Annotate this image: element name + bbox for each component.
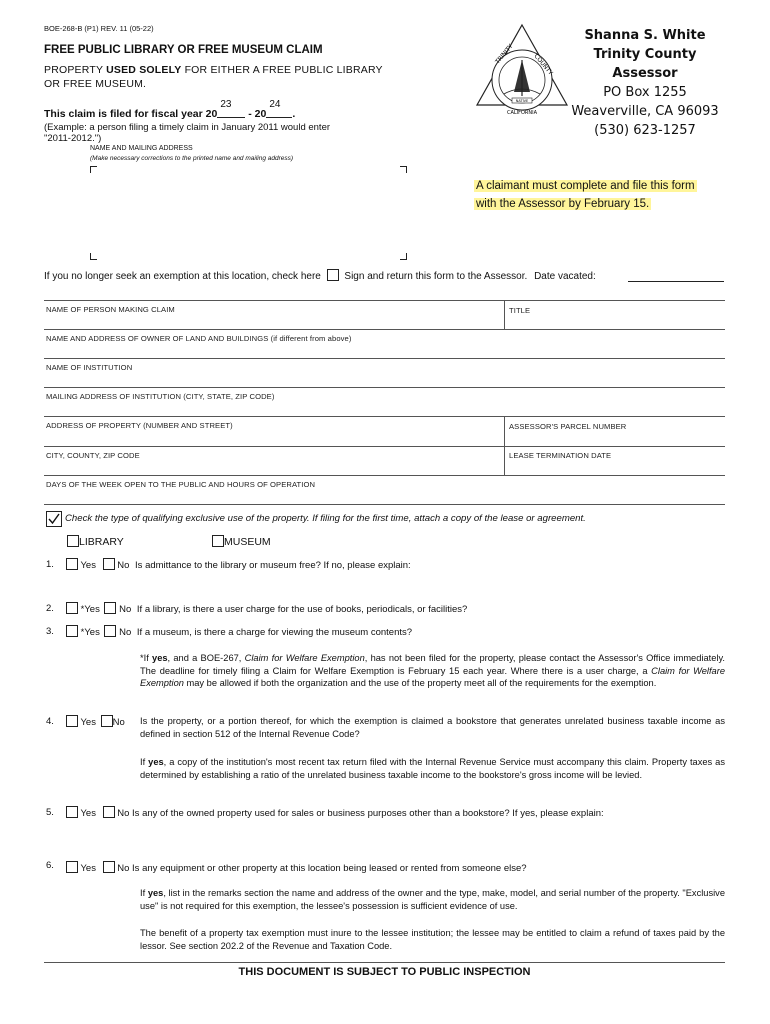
type-museum-option[interactable] xyxy=(212,535,271,548)
grid-line xyxy=(44,416,725,417)
library-checkbox[interactable] xyxy=(67,535,79,547)
title-label: TITLE xyxy=(509,306,531,315)
q6-number: 6. xyxy=(46,860,54,871)
person-claim-field[interactable] xyxy=(44,316,502,328)
fiscal-period: . xyxy=(292,108,296,120)
vacate-sign-text: Sign and return this form to the Assessor. xyxy=(344,271,528,282)
q5-no-label: No xyxy=(117,808,130,819)
q2-yes-checkbox[interactable] xyxy=(66,602,78,614)
q4-yes-checkbox[interactable] xyxy=(66,715,78,727)
check-mark-box xyxy=(46,511,62,527)
museum-label: MUSEUM xyxy=(224,536,271,548)
date-vacated-label: Date vacated: xyxy=(534,271,596,282)
corner-bottom-left xyxy=(90,253,97,260)
lease-termination-field[interactable] xyxy=(506,462,724,474)
question-3 xyxy=(66,625,412,639)
vacate-row xyxy=(44,269,596,282)
name-address-sublabel: (Make necessary corrections to the printed name and mailing address) xyxy=(90,155,294,162)
deadline-line-1: A claimant must complete and file this form xyxy=(476,180,695,192)
form-subtitle xyxy=(44,64,383,91)
city-label: CITY, COUNTY, ZIP CODE xyxy=(46,451,140,460)
fiscal-year-end-field[interactable] xyxy=(266,99,292,118)
q5-yes-label: Yes xyxy=(80,808,96,819)
irs-note-yes: yes xyxy=(148,757,164,767)
footer-rule xyxy=(44,962,725,963)
public-inspection-footer: THIS DOCUMENT IS SUBJECT TO PUBLIC INSPECTION xyxy=(238,966,531,978)
q6-text: Is any equipment or other property at this location being leased or rented from someone else? xyxy=(132,863,527,874)
fiscal-prefix: This claim is filed for fiscal year 20 xyxy=(44,108,218,120)
deadline-line-2: with the Assessor by February 15. xyxy=(476,198,650,210)
q3-no-checkbox[interactable] xyxy=(104,625,116,637)
seal-banner-text: NATIVE xyxy=(515,99,529,103)
title-field[interactable] xyxy=(506,316,724,328)
q2-yes-label: *Yes xyxy=(80,604,100,615)
q1-yes-checkbox[interactable] xyxy=(66,558,78,570)
form-title: FREE PUBLIC LIBRARY OR FREE MUSEUM CLAIM xyxy=(44,44,323,56)
q4-no-checkbox[interactable] xyxy=(101,715,113,727)
property-address-label: ADDRESS OF PROPERTY (NUMBER AND STREET) xyxy=(46,421,233,430)
q6-no-label: No xyxy=(117,863,130,874)
welfare-note-text: may be allowed if both the organization and the use of the property meet all of the requirements for the exemption. xyxy=(183,678,657,689)
q6-yes-checkbox[interactable] xyxy=(66,861,78,873)
q5-number: 5. xyxy=(46,807,54,818)
grid-line xyxy=(44,475,725,476)
institution-field[interactable] xyxy=(44,374,724,386)
city-field[interactable] xyxy=(44,462,502,474)
lease-note-yes: yes xyxy=(147,888,164,898)
type-library-option[interactable] xyxy=(67,535,124,548)
q2-text: If a library, is there a user charge for the use of books, periodicals, or facilities? xyxy=(136,604,468,615)
welfare-exemption-note xyxy=(140,652,725,690)
assessor-city: Weaverville, CA 96093 xyxy=(571,104,719,119)
q2-no-checkbox[interactable] xyxy=(104,602,116,614)
example-line-2: "2011-2012.") xyxy=(44,133,102,144)
library-label: LIBRARY xyxy=(79,536,124,548)
q3-yes-label: *Yes xyxy=(80,627,100,638)
subtitle-bold: USED SOLELY xyxy=(106,64,182,76)
fiscal-year-line xyxy=(44,99,296,120)
welfare-claim-title: Claim for Welfare Exemption xyxy=(244,653,365,663)
assessor-phone: (530) 623-1257 xyxy=(594,123,696,138)
fiscal-year-end: 24 xyxy=(269,99,281,110)
q2-no-label: No xyxy=(119,604,132,615)
q4-text: Is the property, or a portion thereof, for which the exemption is claimed a bookstore that generates unrelated business taxable income as defined in section 512 of the Internal Revenue Code? xyxy=(140,716,725,739)
parcel-field[interactable] xyxy=(506,432,724,444)
grid-divider xyxy=(504,416,505,475)
owner-label: NAME AND ADDRESS OF OWNER OF LAND AND BUILDINGS (if different from above) xyxy=(46,334,352,343)
question-1 xyxy=(66,558,411,572)
question-6 xyxy=(66,861,527,875)
irs-note-text: If xyxy=(140,757,149,767)
benefit-note: The benefit of a property tax exemption must inure to the lessee institution; the lessee may be entitled to claim a refund of taxes paid by the lessor. See section 202.2 of the Revenue and Taxation Code. xyxy=(140,928,725,951)
q5-yes-checkbox[interactable] xyxy=(66,806,78,818)
welfare-claim-title: Claim for Welfare Exemption xyxy=(140,665,725,689)
name-address-label: NAME AND MAILING ADDRESS xyxy=(90,145,193,152)
q5-text: Is any of the owned property used for sales or business purposes other than a bookstore? If yes, please explain: xyxy=(132,808,604,819)
assessor-block xyxy=(560,26,730,140)
lease-note-text: If xyxy=(140,888,148,898)
q1-number: 1. xyxy=(46,559,54,570)
grid-line xyxy=(44,329,725,330)
form-id: BOE-268-B (P1) REV. 11 (05-22) xyxy=(44,24,154,33)
seal-bottom-text: CALIFORNIA xyxy=(506,110,538,116)
welfare-note-text: , and a BOE-267, xyxy=(167,653,245,663)
check-mark-icon xyxy=(47,512,61,526)
fiscal-example xyxy=(44,122,330,144)
q6-no-checkbox[interactable] xyxy=(103,861,115,873)
grid-line xyxy=(44,358,725,359)
question-5 xyxy=(66,806,604,820)
vacate-checkbox[interactable] xyxy=(327,269,339,281)
q4-no-label: No xyxy=(112,717,125,728)
q2-number: 2. xyxy=(46,603,54,614)
q3-no-label: No xyxy=(119,627,132,638)
corner-top-left xyxy=(90,166,97,173)
filing-deadline-note xyxy=(474,176,697,212)
owner-field[interactable] xyxy=(44,345,724,357)
q3-number: 3. xyxy=(46,626,54,637)
q5-no-checkbox[interactable] xyxy=(103,806,115,818)
fiscal-year-start: 23 xyxy=(220,99,232,110)
welfare-note-text: , has not been filed for the property, please contact the Assessor's Office immediately. The deadline for timely filing a Claim for Welfare Exemption is February 15 each year. Where there is a user charge, a xyxy=(140,653,725,676)
corner-bottom-right xyxy=(400,253,407,260)
assessor-name: Shanna S. White xyxy=(584,28,706,43)
q4-yes-label: Yes xyxy=(80,717,96,728)
q4-options xyxy=(66,715,125,729)
q6-yes-label: Yes xyxy=(80,863,96,874)
lease-note xyxy=(140,887,725,912)
check-instruction: Check the type of qualifying exclusive use of the property. If filing for the first time, attach a copy of the lease or agreement. xyxy=(65,513,586,524)
days-hours-label: DAYS OF THE WEEK OPEN TO THE PUBLIC AND HOURS OF OPERATION xyxy=(46,480,316,489)
q1-no-label: No xyxy=(117,560,130,571)
q4-number: 4. xyxy=(46,716,54,727)
q1-no-checkbox[interactable] xyxy=(103,558,115,570)
irs-note xyxy=(140,756,725,781)
vacate-text: If you no longer seek an exemption at this location, check here xyxy=(44,271,321,282)
mailing-label: MAILING ADDRESS OF INSTITUTION (CITY, STATE, ZIP CODE) xyxy=(46,392,275,401)
museum-checkbox[interactable] xyxy=(212,535,224,547)
days-hours-field[interactable] xyxy=(44,491,724,503)
institution-label: NAME OF INSTITUTION xyxy=(46,363,133,372)
grid-line xyxy=(44,446,725,447)
fiscal-dash: - 20 xyxy=(245,108,267,120)
assessor-office: Trinity County Assessor xyxy=(593,47,697,81)
mailing-field[interactable] xyxy=(44,403,724,415)
county-seal-logo xyxy=(474,22,570,118)
irs-note-text: , a copy of the institution's most recent tax return filed with the Internal Revenue Service must accompany this claim. Property taxes as determined by establishing a ratio of the unrelated business taxable income to the bookstore's gross income will be levied. xyxy=(140,757,725,780)
fiscal-year-start-field[interactable] xyxy=(217,99,245,118)
q3-text: If a museum, is there a charge for viewing the museum contents? xyxy=(136,627,413,638)
example-line-1: (Example: a person filing a timely claim in January 2011 would enter xyxy=(44,122,331,133)
lease-termination-label: LEASE TERMINATION DATE xyxy=(509,451,612,460)
date-vacated-field[interactable] xyxy=(628,281,724,282)
grid-line xyxy=(44,387,725,388)
property-address-field[interactable] xyxy=(44,432,502,444)
person-claim-label: NAME OF PERSON MAKING CLAIM xyxy=(46,305,175,314)
subtitle-line-2: OR FREE MUSEUM. xyxy=(44,77,147,90)
lease-note-text: , list in the remarks section the name and address of the owner and the type, make, model, and serial number of the property. "Exclusive use" is not required for this exemption, the lessee's possession is sufficient evidence of use. xyxy=(140,888,725,911)
subtitle-text-2: FOR EITHER A FREE PUBLIC LIBRARY xyxy=(181,64,383,76)
q3-yes-checkbox[interactable] xyxy=(66,625,78,637)
grid-divider xyxy=(504,300,505,329)
q1-text: Is admittance to the library or museum free? If no, please explain: xyxy=(135,560,411,571)
corner-top-right xyxy=(400,166,407,173)
seal-right-text: COUNTY xyxy=(532,52,554,77)
welfare-note-yes: yes xyxy=(152,653,168,663)
seal-top-text: TRINITY xyxy=(494,43,515,66)
grid-line xyxy=(44,504,725,505)
q1-yes-label: Yes xyxy=(80,560,96,571)
grid-line xyxy=(44,300,725,301)
question-2 xyxy=(66,602,467,616)
assessor-pobox: PO Box 1255 xyxy=(603,85,687,100)
welfare-note-text: *If xyxy=(140,653,153,663)
parcel-label: ASSESSOR'S PARCEL NUMBER xyxy=(509,422,627,431)
subtitle-text: PROPERTY xyxy=(44,64,107,76)
